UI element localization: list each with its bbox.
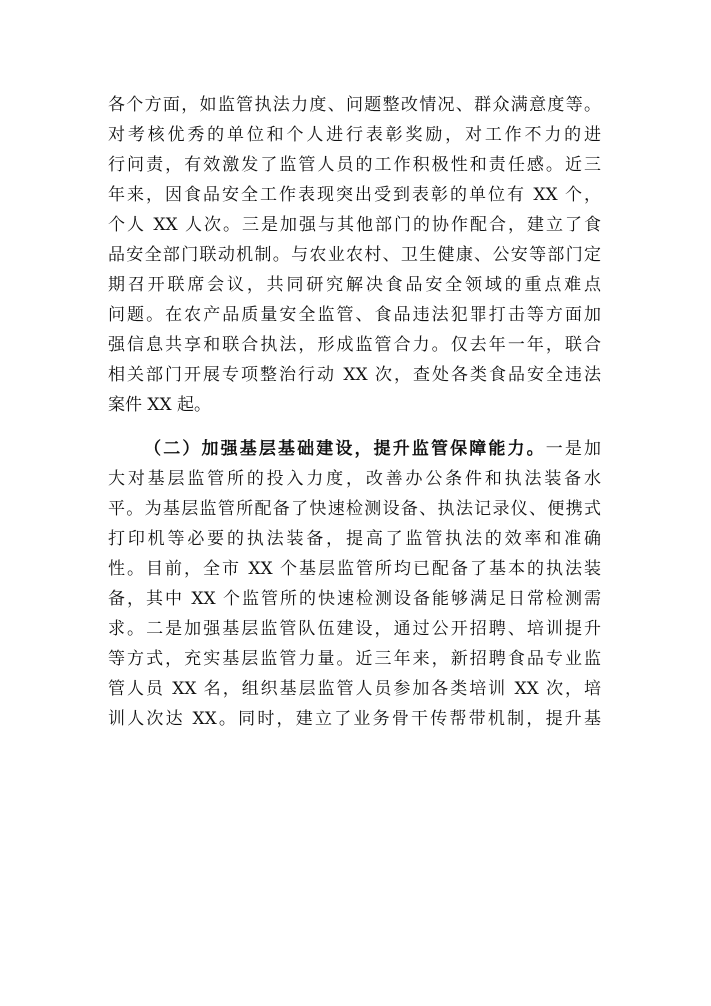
- paragraph-2: [108, 434, 601, 734]
- text-line: 强信息共享和联合执法，形成监管合力。仅去年一年，联合: [108, 335, 601, 355]
- text-line: 对考核优秀的单位和个人进行表彰奖励，对工作不力的进: [108, 125, 601, 145]
- heading-line-rest: 一是加: [545, 439, 601, 459]
- text-line: 期召开联席会议，共同研究解决食品安全领域的重点难点: [108, 275, 601, 295]
- text-line: 大对基层监管所的投入力度，改善办公条件和执法装备水: [108, 469, 601, 489]
- text-line: 训人次达 XX。同时，建立了业务骨干传帮带机制，提升基: [108, 709, 601, 729]
- text-line: 打印机等必要的执法装备，提高了监管执法的效率和准确: [108, 529, 601, 549]
- text-line: 行问责，有效激发了监管人员的工作积极性和责任感。近三: [108, 155, 601, 175]
- text-line: 年来，因食品安全工作表现突出受到表彰的单位有 XX 个，: [108, 185, 601, 205]
- text-line: 性。目前，全市 XX 个基层监管所均已配备了基本的执法装: [108, 559, 601, 579]
- section-heading: （二）加强基层基础建设，提升监管保障能力。: [142, 439, 546, 459]
- text-line: 问题。在农产品质量安全监管、食品违法犯罪打击等方面加: [108, 305, 601, 325]
- text-line: 各个方面，如监管执法力度、问题整改情况、群众满意度等。: [108, 95, 601, 115]
- paragraph-1: [108, 90, 601, 420]
- text-line: 平。为基层监管所配备了快速检测设备、执法记录仪、便携式: [108, 499, 601, 519]
- text-line: 等方式，充实基层监管力量。近三年来，新招聘食品专业监: [108, 649, 601, 669]
- text-line: 备，其中 XX 个监管所的快速检测设备能够满足日常检测需: [108, 589, 601, 609]
- text-line: 个人 XX 人次。三是加强与其他部门的协作配合，建立了食: [108, 215, 601, 235]
- document-body: [108, 90, 601, 734]
- text-line: 管人员 XX 名，组织基层监管人员参加各类培训 XX 次，培: [108, 679, 601, 699]
- text-line: 相关部门开展专项整治行动 XX 次，查处各类食品安全违法: [108, 365, 601, 385]
- text-line-first: [108, 434, 601, 464]
- text-line: 求。二是加强基层监管队伍建设，通过公开招聘、培训提升: [108, 619, 601, 639]
- text-line: 品安全部门联动机制。与农业农村、卫生健康、公安等部门定: [108, 245, 601, 265]
- text-line: 案件 XX 起。: [108, 395, 212, 415]
- paragraph-gap: [108, 420, 601, 434]
